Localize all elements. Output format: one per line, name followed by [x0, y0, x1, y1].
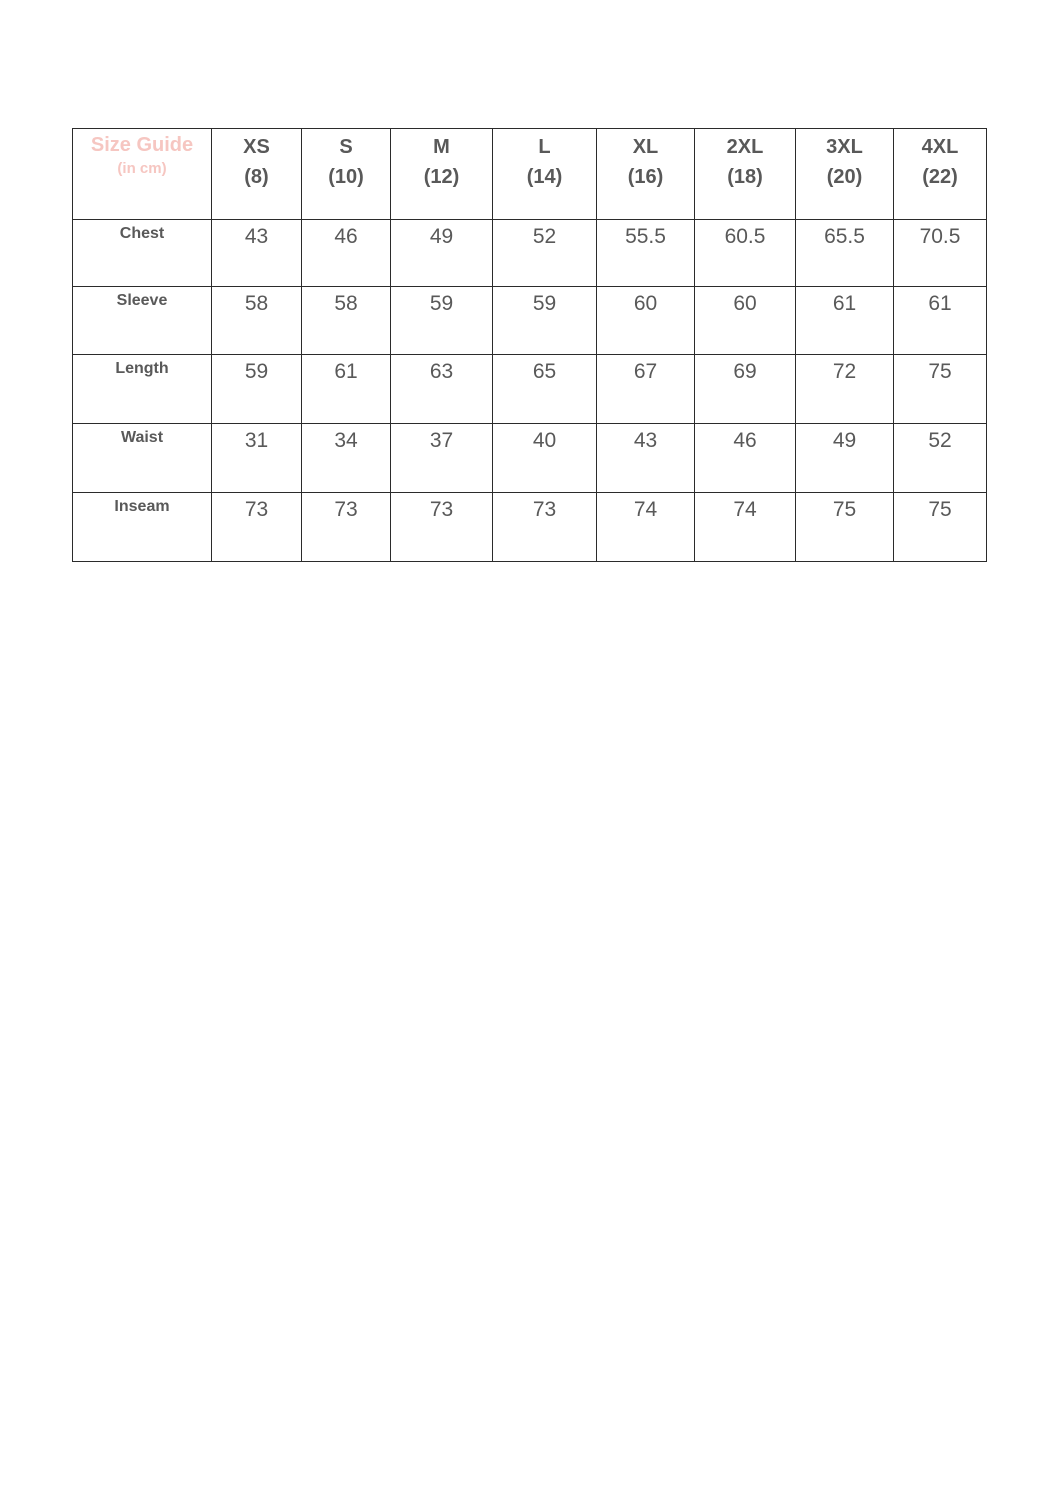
table-row-chest [73, 220, 987, 287]
size-header [695, 129, 796, 220]
table-row-waist [73, 424, 987, 493]
table-cell [796, 287, 894, 355]
table-cell [391, 355, 493, 424]
size-code: XL [632, 136, 659, 158]
measurement-value: 74 [733, 498, 757, 521]
measurement-value: 69 [733, 360, 757, 383]
table-cell [695, 424, 796, 493]
table-cell [597, 287, 695, 355]
size-header [391, 129, 493, 220]
measurement-value: 46 [334, 225, 358, 248]
table-cell [493, 355, 597, 424]
size-number: (20) [826, 166, 863, 188]
measurement-value: 31 [244, 429, 269, 452]
table-cell [212, 287, 302, 355]
size-code: XS [243, 136, 270, 158]
table-row-inseam [73, 493, 987, 562]
size-number: (16) [627, 166, 664, 188]
header-row [73, 129, 987, 220]
table-cell [391, 424, 493, 493]
measurement-value: 52 [928, 429, 952, 452]
table-cell [796, 355, 894, 424]
measurement-value: 58 [334, 292, 358, 315]
size-code: M [433, 136, 450, 158]
row-label-cell [73, 287, 212, 355]
table-cell [391, 287, 493, 355]
row-label-cell [73, 220, 212, 287]
table-cell [597, 493, 695, 562]
row-label: Chest [119, 225, 165, 242]
table-cell [796, 493, 894, 562]
size-number: (14) [526, 166, 563, 188]
row-label: Inseam [114, 498, 170, 515]
size-code: 4XL [921, 136, 959, 158]
measurement-value: 58 [244, 292, 269, 315]
table-cell [212, 355, 302, 424]
table-cell [894, 355, 987, 424]
table-cell [894, 287, 987, 355]
table-cell [212, 493, 302, 562]
table-cell [695, 355, 796, 424]
size-code: 3XL [826, 136, 863, 158]
table-cell [894, 493, 987, 562]
measurement-value: 49 [429, 225, 454, 248]
measurement-value: 74 [633, 498, 658, 521]
measurement-value: 65.5 [824, 225, 865, 248]
table-row-sleeve [73, 287, 987, 355]
measurement-value: 75 [832, 498, 857, 521]
unit-label: (in cm) [117, 160, 167, 177]
size-header [796, 129, 894, 220]
table-cell [597, 424, 695, 493]
measurement-value: 61 [334, 360, 358, 383]
table-cell [695, 287, 796, 355]
table-cell [695, 220, 796, 287]
measurement-value: 43 [633, 429, 658, 452]
size-guide-table [72, 128, 987, 562]
measurement-value: 52 [532, 225, 557, 248]
measurement-value: 61 [832, 292, 857, 315]
measurement-value: 59 [429, 292, 454, 315]
row-label: Length [115, 360, 169, 377]
size-number: (12) [423, 166, 460, 188]
table-cell [894, 424, 987, 493]
table-cell [493, 424, 597, 493]
table-cell [212, 424, 302, 493]
size-number: (18) [727, 166, 763, 188]
table-cell [796, 424, 894, 493]
measurement-value: 34 [334, 429, 358, 452]
measurement-value: 55.5 [625, 225, 666, 248]
table-cell [894, 220, 987, 287]
table-cell [302, 220, 391, 287]
measurement-value: 70.5 [919, 225, 961, 248]
measurement-value: 75 [928, 498, 952, 521]
size-number: (10) [328, 166, 364, 188]
measurement-value: 60.5 [724, 225, 766, 248]
measurement-value: 60 [733, 292, 757, 315]
measurement-value: 59 [244, 360, 269, 383]
size-number: (8) [244, 166, 269, 188]
row-label-cell [73, 493, 212, 562]
measurement-value: 61 [928, 292, 952, 315]
table-cell [212, 220, 302, 287]
corner-cell [73, 129, 212, 220]
size-header [597, 129, 695, 220]
table-cell [302, 355, 391, 424]
size-header [302, 129, 391, 220]
measurement-value: 60 [633, 292, 658, 315]
measurement-value: 75 [928, 360, 952, 383]
size-number: (22) [922, 166, 958, 188]
table-cell [493, 220, 597, 287]
table-cell [391, 493, 493, 562]
table-cell [391, 220, 493, 287]
measurement-value: 40 [532, 429, 557, 452]
measurement-value: 73 [244, 498, 269, 521]
measurement-value: 65 [532, 360, 557, 383]
table-cell [302, 493, 391, 562]
measurement-value: 67 [633, 360, 658, 383]
size-code: 2XL [726, 136, 764, 158]
measurement-value: 73 [532, 498, 557, 521]
row-label: Waist [120, 429, 164, 446]
size-code: L [538, 136, 551, 158]
table-cell [597, 355, 695, 424]
size-header [212, 129, 302, 220]
measurement-value: 63 [429, 360, 454, 383]
measurement-value: 72 [832, 360, 857, 383]
row-label-cell [73, 424, 212, 493]
measurement-value: 37 [429, 429, 454, 452]
measurement-value: 73 [429, 498, 454, 521]
size-header [493, 129, 597, 220]
row-label-cell [73, 355, 212, 424]
table-cell [493, 493, 597, 562]
table-cell [796, 220, 894, 287]
table-row-length [73, 355, 987, 424]
measurement-value: 59 [532, 292, 557, 315]
measurement-value: 73 [334, 498, 358, 521]
size-guide-title: Size Guide [90, 134, 194, 156]
size-code: S [339, 136, 353, 158]
table-cell [302, 287, 391, 355]
table-cell [302, 424, 391, 493]
measurement-value: 43 [244, 225, 269, 248]
table-cell [597, 220, 695, 287]
size-header [894, 129, 987, 220]
table-cell [695, 493, 796, 562]
measurement-value: 46 [733, 429, 757, 452]
row-label: Sleeve [116, 292, 168, 309]
measurement-value: 49 [832, 429, 857, 452]
table-cell [493, 287, 597, 355]
